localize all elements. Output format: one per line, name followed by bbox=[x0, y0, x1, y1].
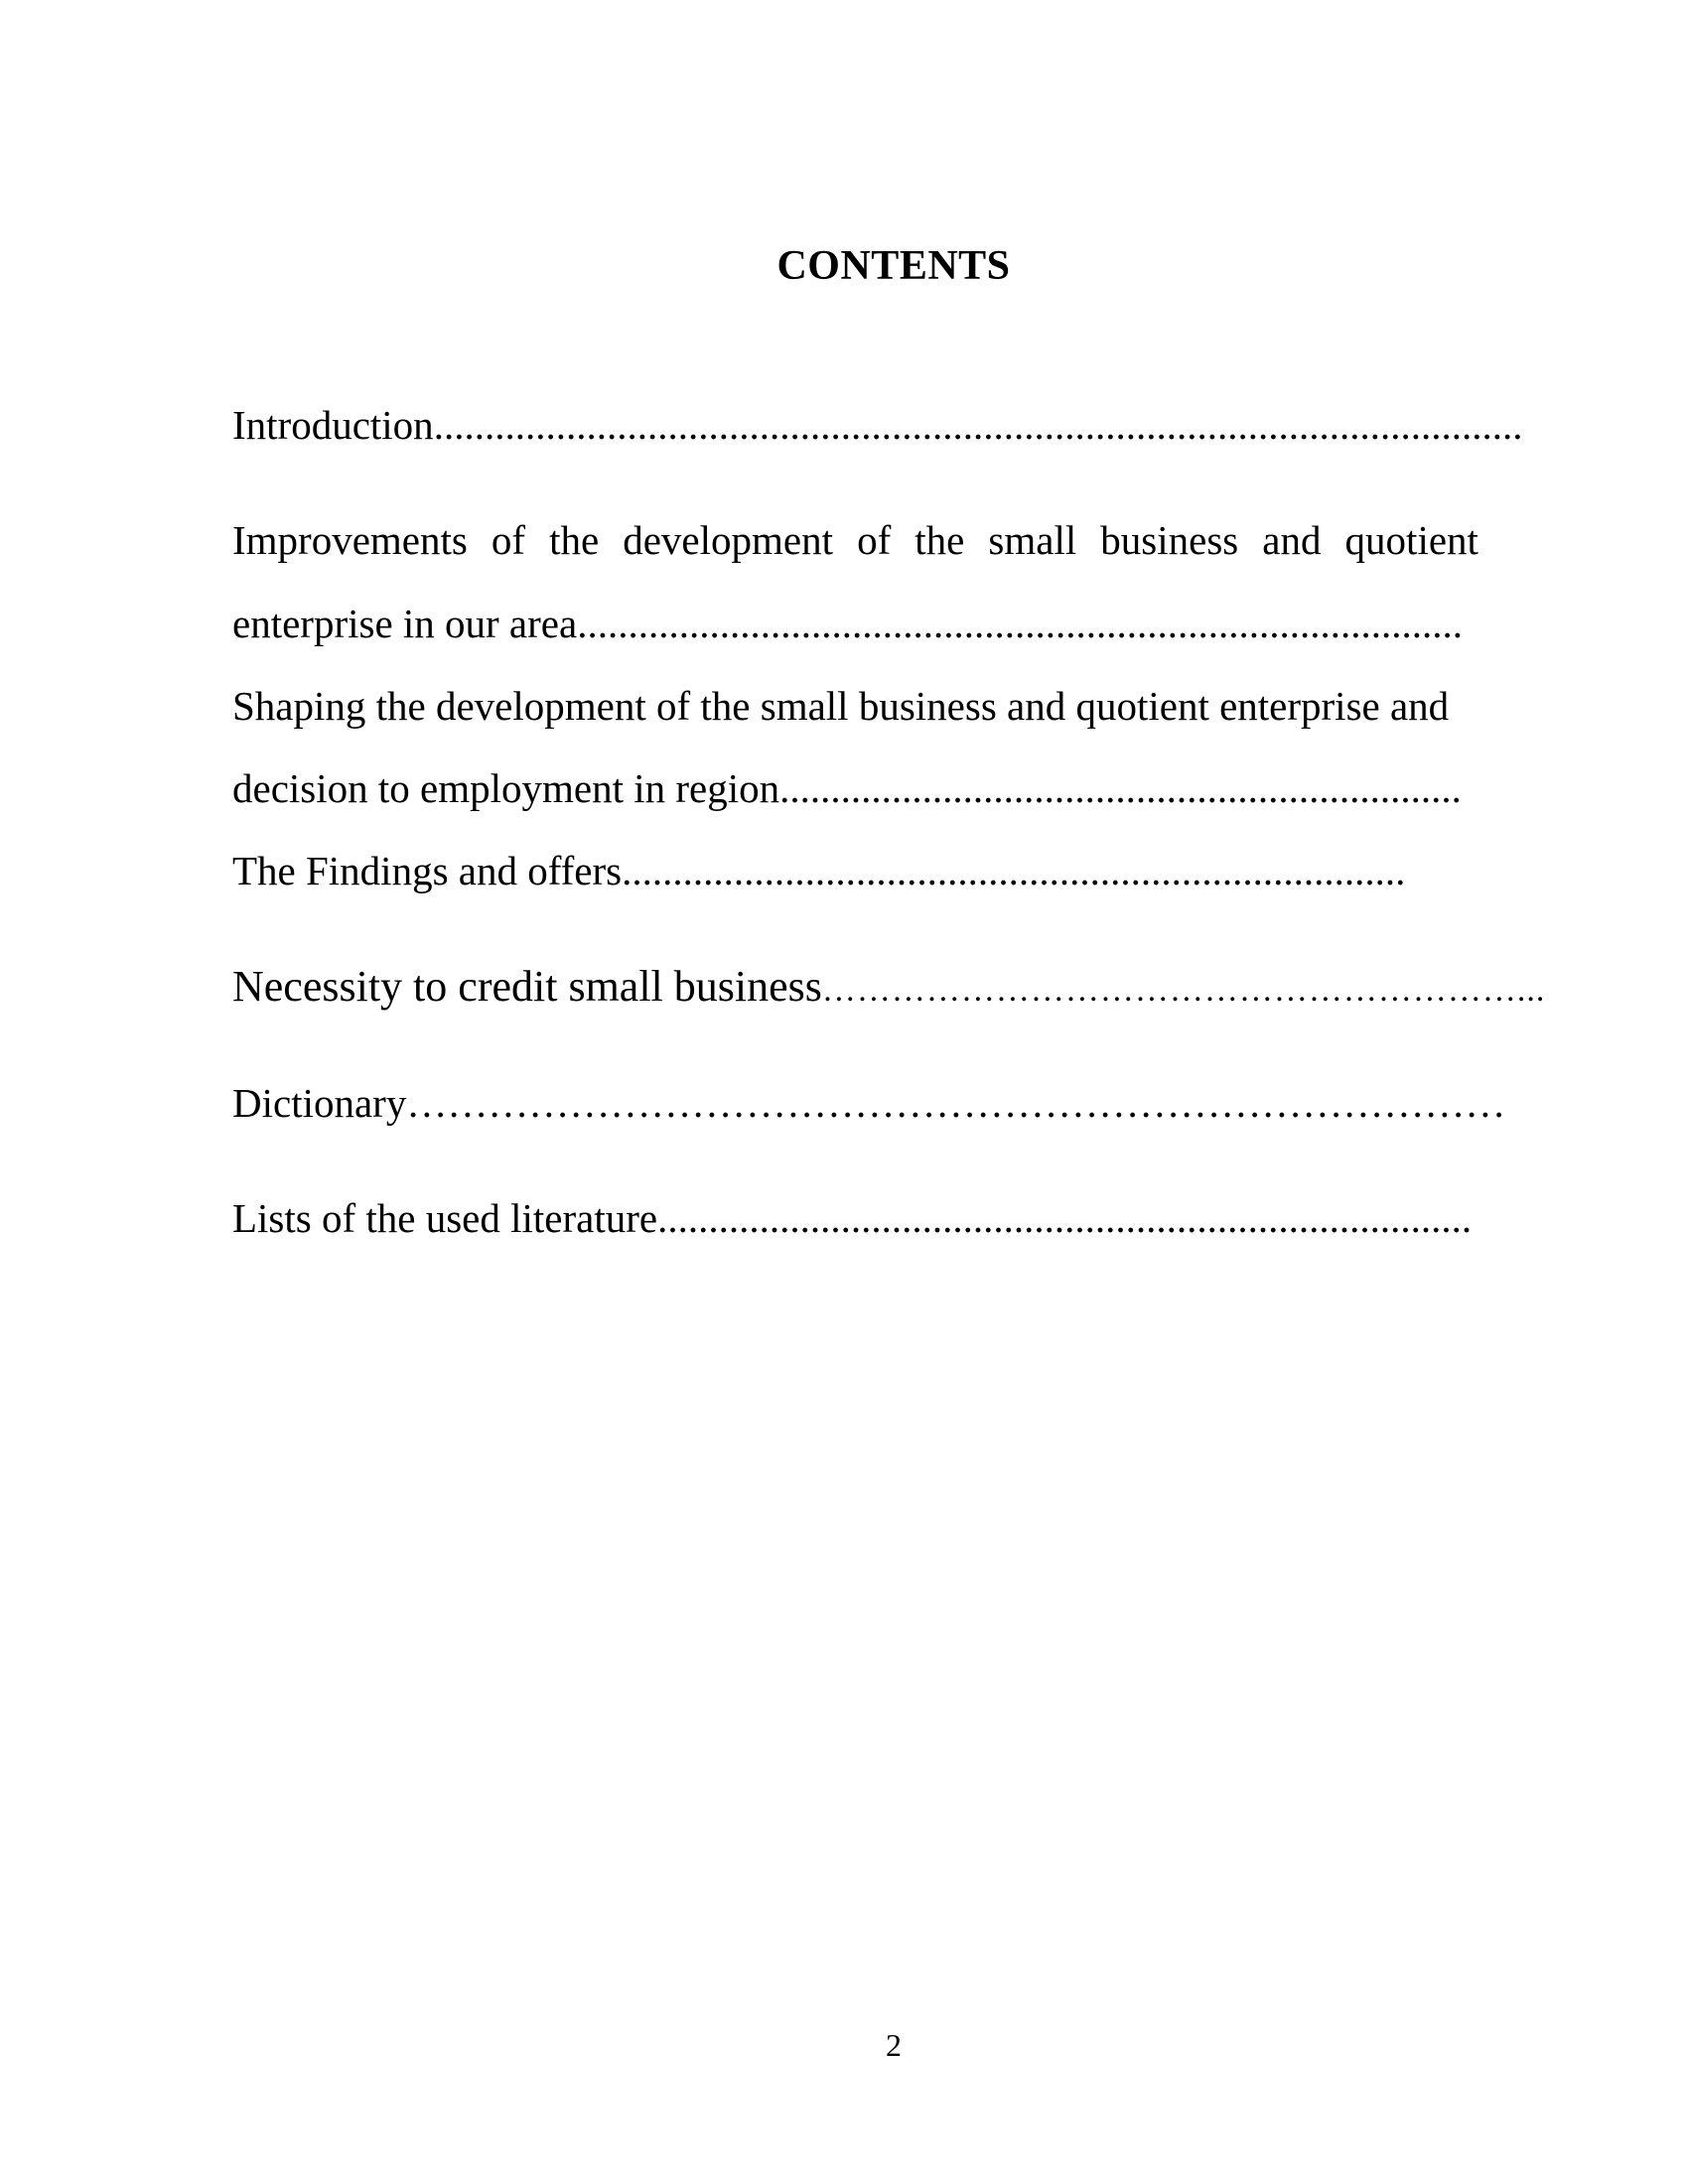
toc-word: the bbox=[914, 517, 965, 563]
toc-entry-findings bbox=[232, 843, 1405, 898]
toc-word: development bbox=[623, 517, 834, 563]
toc-entry-title: The Findings and offers bbox=[232, 848, 623, 893]
toc-word: of bbox=[857, 517, 892, 563]
toc-word: the bbox=[549, 517, 600, 563]
toc-entry-introduction bbox=[232, 397, 1522, 453]
page-number: 2 bbox=[886, 2027, 902, 2063]
toc-entry-literature bbox=[232, 1190, 1472, 1246]
toc-entry-improvements-line2 bbox=[232, 596, 1463, 651]
toc-leader-dots: ……………………………………………………………………… bbox=[406, 1080, 1506, 1126]
toc-leader-dots: ........................................................................................................... bbox=[433, 402, 1523, 448]
toc-leader-dots: ............................................................................. bbox=[622, 848, 1406, 893]
toc-entry-necessity bbox=[232, 959, 1545, 1019]
toc-entry-improvements-line1 bbox=[232, 512, 1478, 568]
toc-entry-title: decision to employment in region bbox=[232, 765, 780, 811]
toc-word: Improvements bbox=[232, 517, 468, 563]
toc-word: of bbox=[491, 517, 526, 563]
toc-entry-shaping-line1 bbox=[232, 678, 1449, 734]
toc-word: small bbox=[988, 517, 1077, 563]
toc-entry-title: Shaping the development of the small business and quotient enterprise and bbox=[232, 683, 1450, 729]
toc-entry-shaping-line2 bbox=[232, 760, 1462, 816]
toc-word: business bbox=[1100, 517, 1239, 563]
toc-entry-title: Lists of the used literature bbox=[232, 1195, 658, 1241]
toc-entry-title: Dictionary bbox=[232, 1080, 407, 1126]
toc-entry-dictionary bbox=[232, 1075, 1505, 1131]
toc-leader-dots: ....................................................................................... bbox=[577, 601, 1463, 646]
page-title: CONTENTS bbox=[776, 243, 1011, 289]
toc-word: and bbox=[1262, 517, 1322, 563]
toc-word: quotient bbox=[1344, 517, 1478, 563]
toc-entry-title: Necessity to credit small business bbox=[232, 962, 822, 1011]
toc-entry-title: enterprise in our area bbox=[232, 601, 578, 646]
toc-leader-dots: ................................................................................ bbox=[657, 1195, 1473, 1241]
toc-leader-dots: ................................................................... bbox=[779, 765, 1462, 811]
toc-leader-dots: ……………………………………………………... bbox=[821, 972, 1546, 1009]
toc-entry-title: Introduction bbox=[232, 402, 434, 448]
